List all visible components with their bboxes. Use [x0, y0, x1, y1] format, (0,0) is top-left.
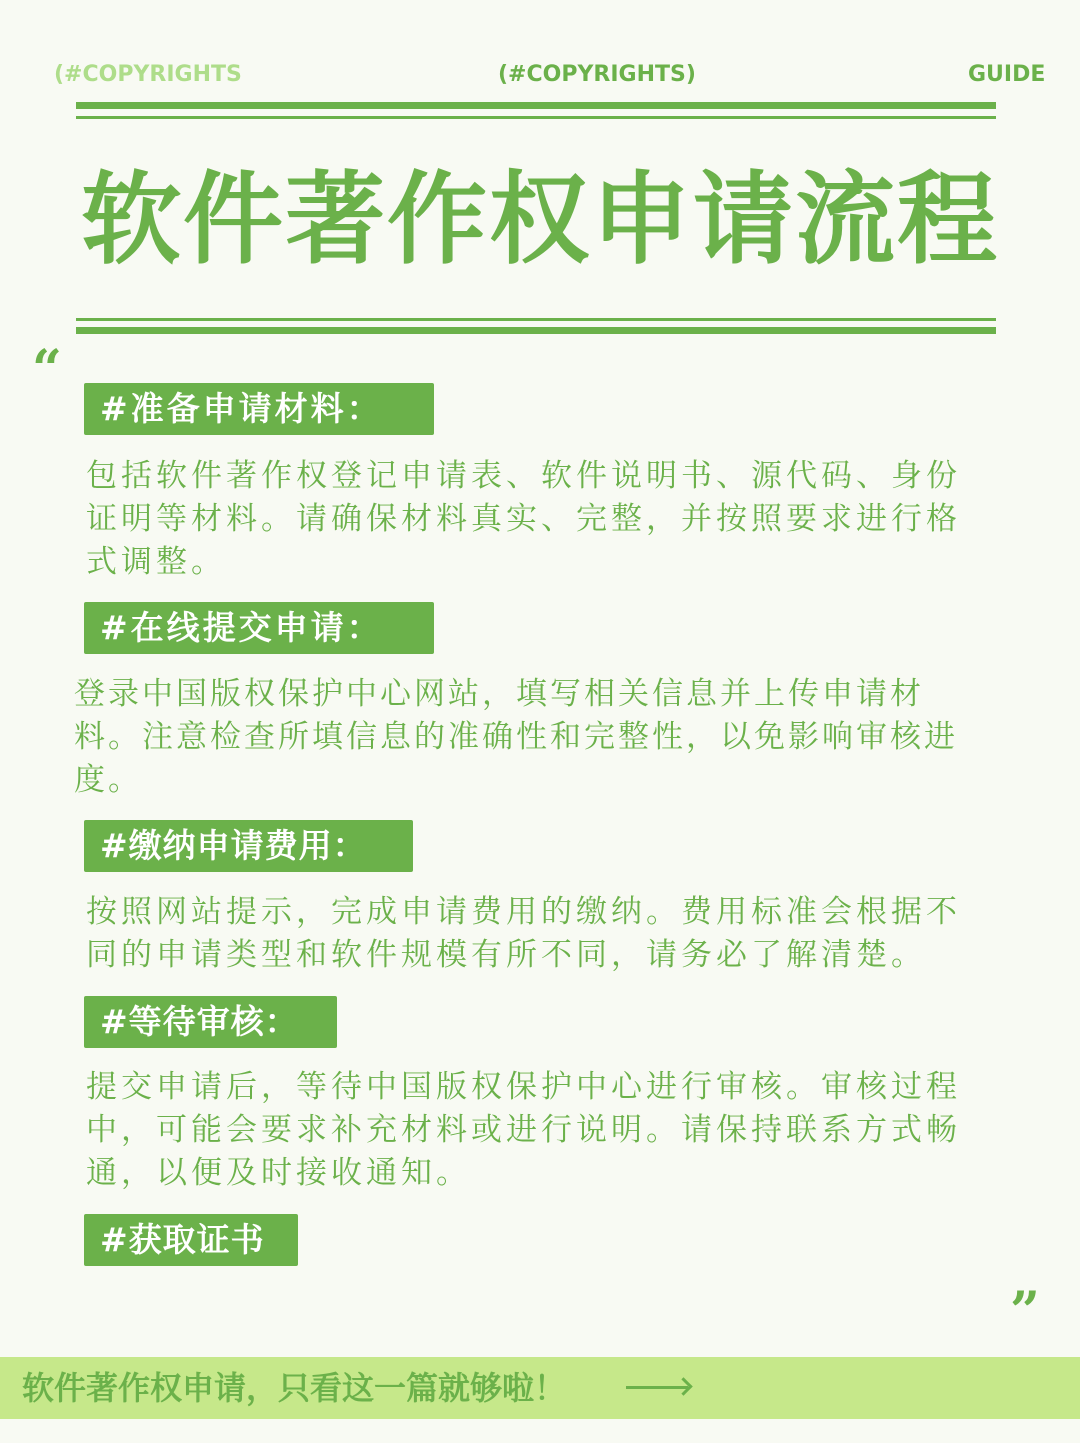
footer-text: 软件著作权申请，只看这一篇就够啦！	[22, 1369, 567, 1407]
top-rule-thin	[76, 116, 996, 119]
bottom-rule-thin	[76, 318, 996, 321]
paragraph-line: 中，可能会要求补充材料或进行说明。请保持联系方式畅	[86, 1112, 961, 1148]
step-tag-prepare-materials: #准备申请材料：	[84, 383, 434, 435]
bottom-rule-thick	[76, 327, 996, 334]
paragraph-line: 包括软件著作权登记申请表、软件说明书、源代码、身份	[86, 458, 961, 494]
paragraph-line: 料。注意检查所填信息的准确性和完整性，以免影响审核进	[74, 719, 958, 755]
paragraph-line: 按照网站提示，完成申请费用的缴纳。费用标准会根据不	[86, 894, 961, 930]
step-tag-get-certificate: #获取证书	[84, 1214, 298, 1266]
step-text-prepare-materials	[86, 455, 961, 584]
paragraph-line: 通，以便及时接收通知。	[86, 1155, 471, 1191]
header-left-label: (#COPYRIGHTS	[54, 62, 242, 87]
step-text-await-review	[86, 1066, 961, 1195]
header-right-label: GUIDE	[968, 62, 1046, 87]
open-quote-icon: “	[32, 339, 62, 400]
header-center-label: (#COPYRIGHTS)	[498, 62, 696, 87]
step-text-pay-fees	[86, 891, 961, 977]
step-tag-pay-fees: #缴纳申请费用：	[84, 820, 413, 872]
page-title: 软件著作权申请流程	[81, 161, 999, 278]
paragraph-line: 登录中国版权保护中心网站，填写相关信息并上传申请材	[74, 676, 924, 712]
step-tag-await-review: #等待审核：	[84, 996, 337, 1048]
step-text-online-submit	[74, 673, 958, 802]
paragraph-line: 提交申请后，等待中国版权保护中心进行审核。审核过程	[86, 1069, 961, 1105]
top-rule-thick	[76, 102, 996, 109]
paragraph-line: 证明等材料。请确保材料真实、完整，并按照要求进行格	[86, 501, 961, 537]
step-tag-online-submit: #在线提交申请：	[84, 602, 434, 654]
close-quote-icon: ”	[1010, 1281, 1040, 1342]
paragraph-line: 式调整。	[86, 544, 226, 580]
long-right-arrow-icon	[626, 1386, 688, 1389]
footer-banner	[0, 1357, 1080, 1419]
paragraph-line: 同的申请类型和软件规模有所不同，请务必了解清楚。	[86, 937, 926, 973]
paragraph-line: 度。	[74, 762, 142, 798]
